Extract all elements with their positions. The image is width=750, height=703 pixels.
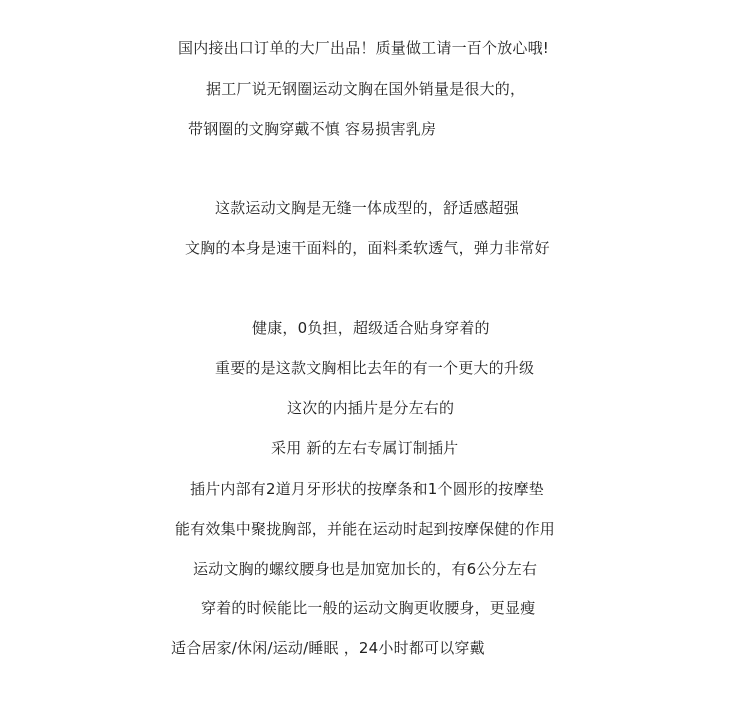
text-line: 这款运动文胸是无缝一体成型的，舒适感超强 — [215, 199, 520, 217]
text-line: 适合居家/休闲/运动/睡眠 ，24小时都可以穿戴 — [171, 639, 485, 657]
text-line: 国内接出口订单的大厂出品！质量做工请一百个放心哦! — [178, 39, 550, 57]
text-line: 穿着的时候能比一般的运动文胸更收腰身，更显瘦 — [201, 599, 536, 617]
text-line: 文胸的本身是速干面料的，面料柔软透气，弹力非常好 — [185, 239, 550, 257]
text-line: 运动文胸的螺纹腰身也是加宽加长的，有6公分左右 — [193, 560, 538, 578]
text-line: 带钢圈的文胸穿戴不慎 容易损害乳房 — [188, 120, 437, 138]
text-line: 采用 新的左右专属订制插片 — [271, 439, 459, 457]
text-line: 健康，0负担，超级适合贴身穿着的 — [252, 319, 490, 337]
text-line: 这次的内插片是分左右的 — [287, 399, 455, 417]
text-line: 据工厂说无钢圈运动文胸在国外销量是很大的， — [206, 80, 526, 98]
text-line: 插片内部有2道月牙形状的按摩条和1个圆形的按摩垫 — [190, 480, 544, 498]
text-line: 重要的是这款文胸相比去年的有一个更大的升级 — [215, 359, 535, 377]
text-line: 能有效集中聚拢胸部，并能在运动时起到按摩保健的作用 — [175, 520, 556, 538]
